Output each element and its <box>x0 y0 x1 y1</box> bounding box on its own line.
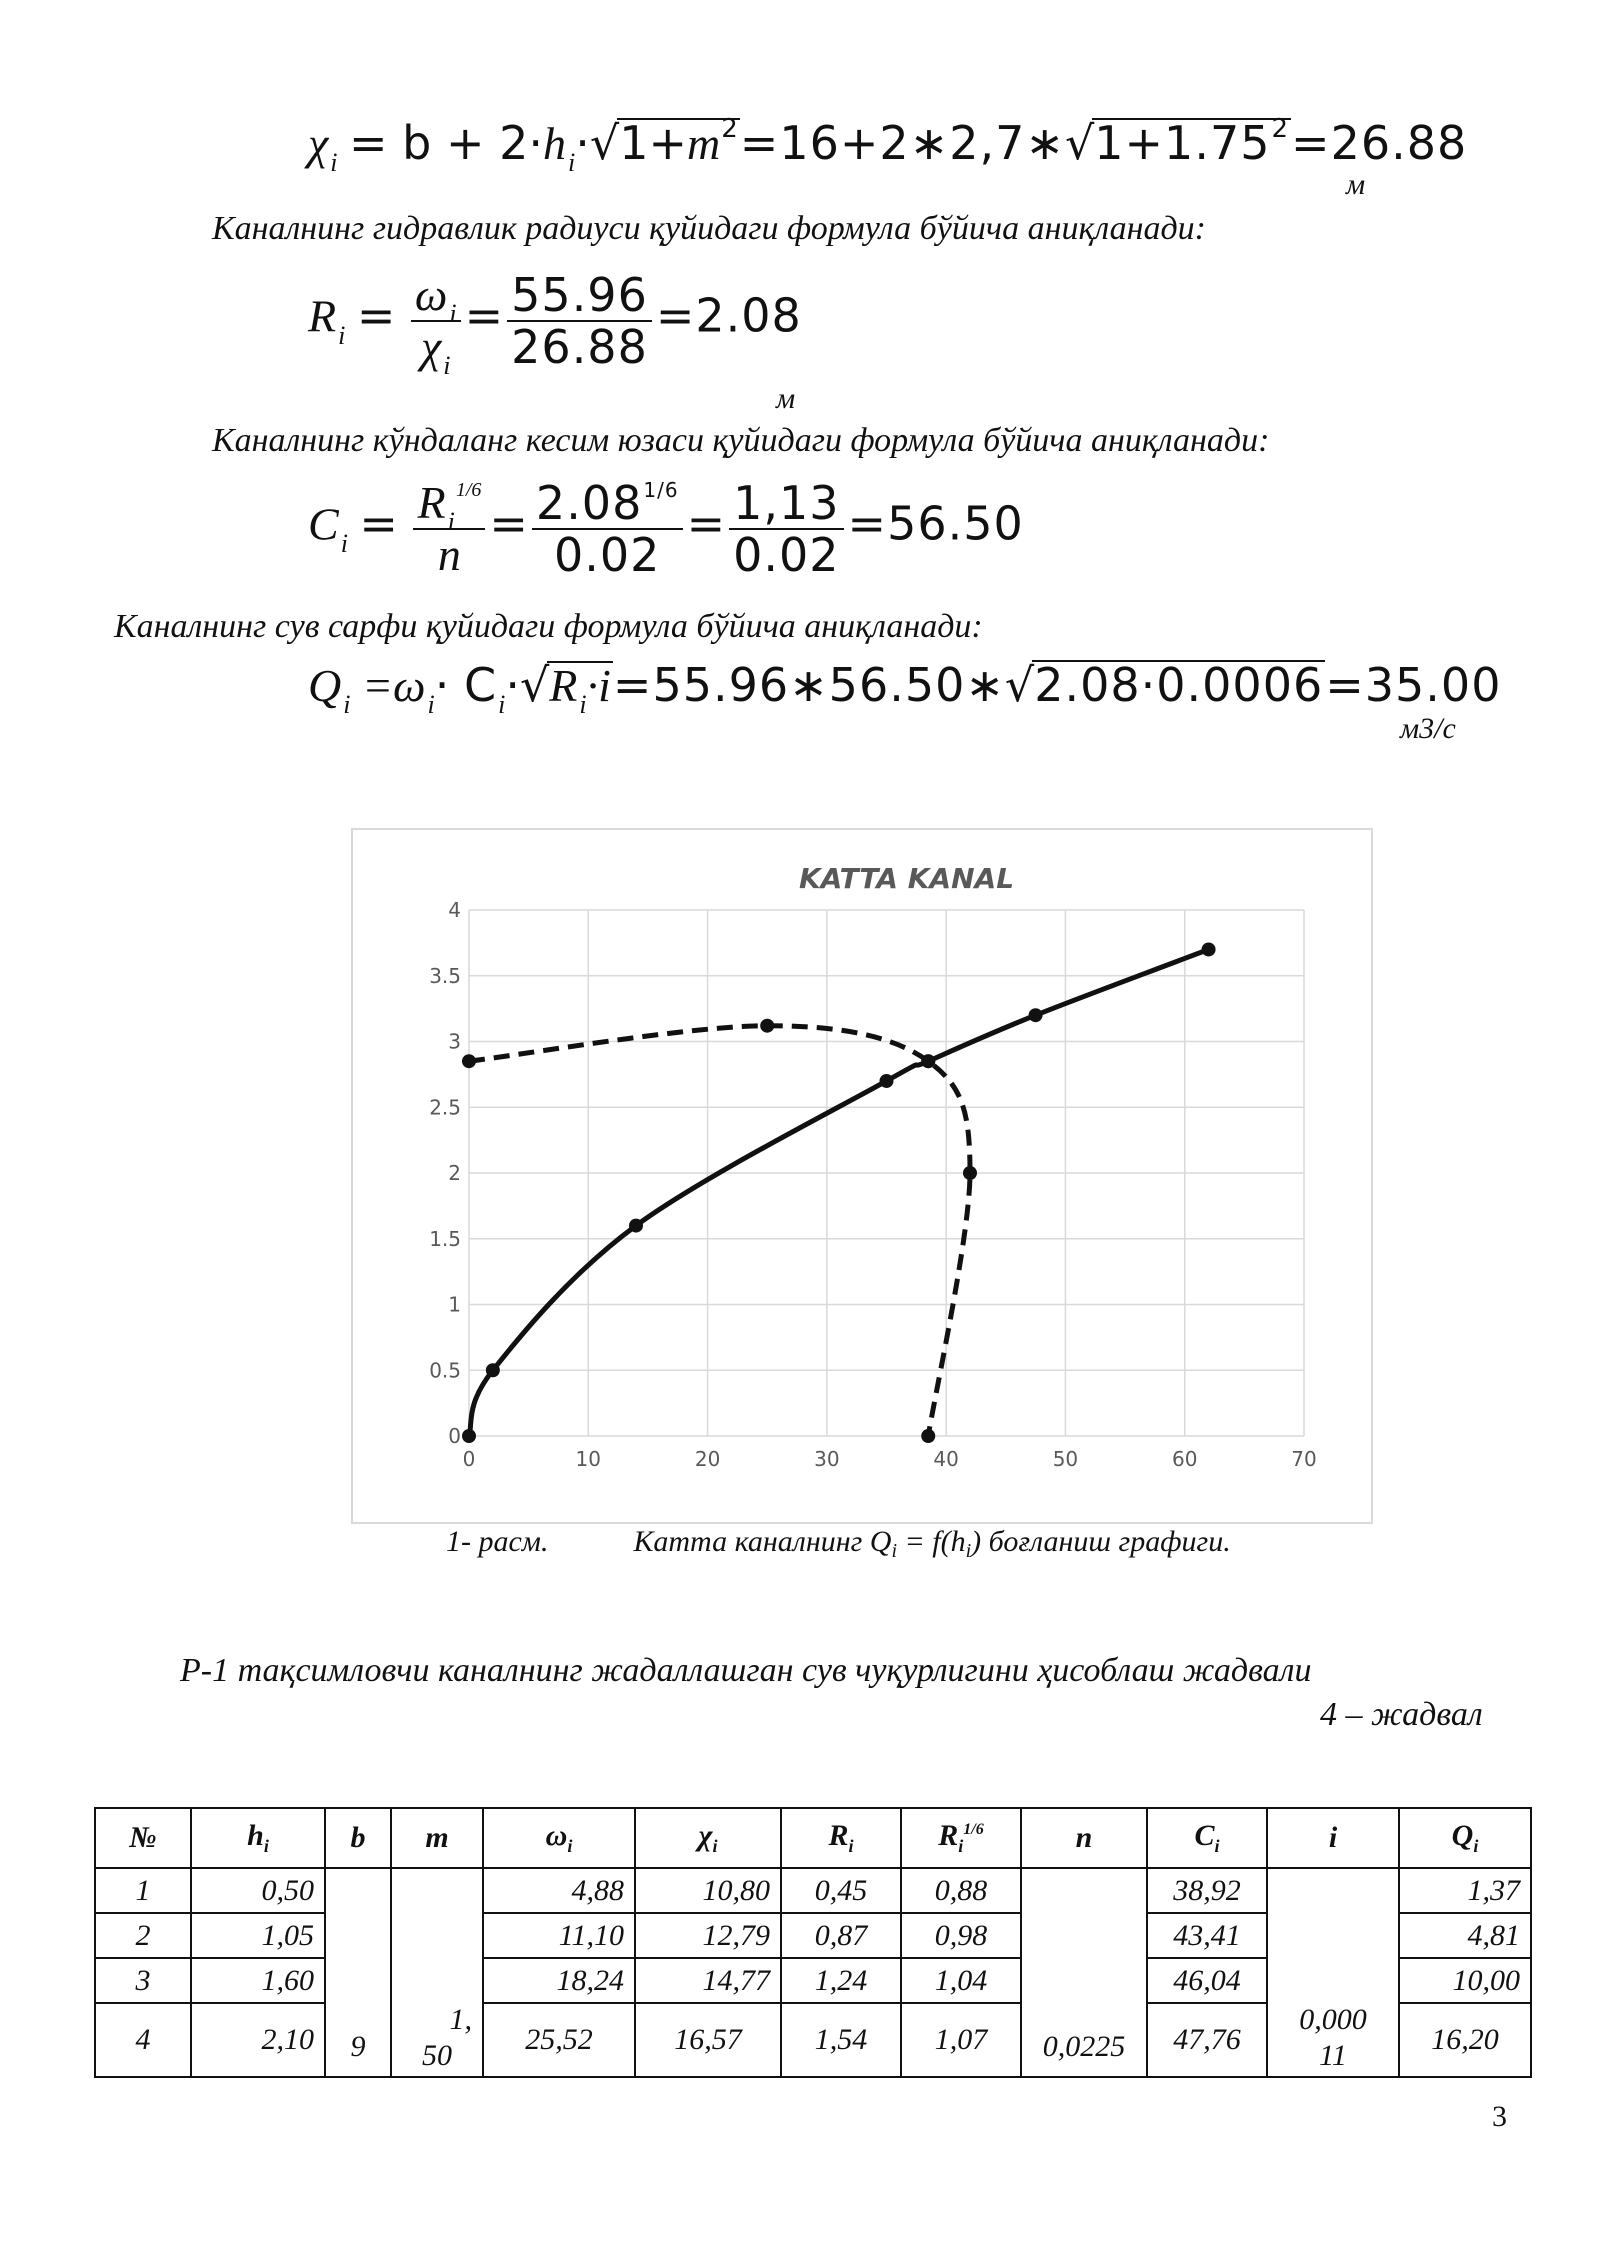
chi-formula: $\chi_i = b$ + $2\cdot h_i\cdot√1+m^2=16+2∗2,7∗√1+1.75^2=26.88$ <box>308 114 1468 177</box>
radius-result: =2.08 <box>655 288 802 343</box>
x-tick-label: 50 <box>1052 1447 1079 1471</box>
x-tick-label: 40 <box>933 1447 959 1471</box>
data-point <box>1029 1008 1043 1022</box>
col-header-r: $R_i$ <box>781 1808 901 1868</box>
series-line-solid <box>469 949 1209 1436</box>
sqrt-icon: √ <box>589 116 620 170</box>
y-tick-label: 1.5 <box>429 1226 461 1251</box>
sqrt-icon: √ <box>1064 116 1095 170</box>
figure-caption: 1- расм. Катта каналнинг $Q_i = f(h_i)$ боғланиш графиги. <box>446 1525 1231 1562</box>
figure-number: 1- расм. <box>446 1525 549 1558</box>
data-point <box>963 1166 977 1180</box>
data-point <box>486 1363 500 1377</box>
data-point <box>462 1429 476 1443</box>
sqrt-icon: √ <box>519 658 550 712</box>
y-tick-label: 3.5 <box>429 963 461 988</box>
x-tick-label: 70 <box>1291 1447 1317 1471</box>
y-tick-label: 0.5 <box>429 1358 461 1383</box>
chi-unit: м <box>1346 168 1366 201</box>
radius-formula: $R_i$ = $\frac{\omega_i}{\chi_i}$ = $\frac{55.96}{26.88}$ =2.08 <box>308 268 802 380</box>
table-row: 3 1,60 18,24 14,77 1,24 1,04 46,04 10,00 <box>95 1958 1531 2003</box>
chezy-result: =56.50 <box>847 496 1024 551</box>
x-tick-label: 30 <box>814 1447 840 1471</box>
chart-frame <box>351 828 1373 1524</box>
col-header-c: $C_i$ <box>1147 1808 1267 1868</box>
chezy-values-2: $\frac{1,13}{0.02}$ <box>729 480 843 578</box>
omega-over-chi: $\frac{\omega_i}{\chi_i}$ <box>411 272 461 370</box>
page-number: 3 <box>1492 2100 1507 2133</box>
col-header-hi: $h_i$ <box>191 1808 325 1868</box>
chezy-symbolic: $\frac{R_i^{1/6}}{n}$ <box>413 480 485 578</box>
data-point <box>760 1019 774 1033</box>
y-tick-label: 3 <box>448 1029 461 1054</box>
chezy-values: $\frac{2.08^{1/6}}{0.02}$ <box>532 480 683 578</box>
flow-unit: м3/с <box>1400 712 1456 745</box>
m-cell: 1, 50 <box>391 1868 483 2077</box>
data-point <box>921 1054 935 1068</box>
x-tick-label: 20 <box>694 1447 721 1471</box>
x-tick-label: 0 <box>462 1447 476 1471</box>
y-tick-label: 4 <box>448 898 461 922</box>
data-table <box>94 1807 1532 2078</box>
col-header-m: m <box>391 1808 483 1868</box>
chezy-formula: $C_i$ = $\frac{R_i^{1/6}}{n}$ = $\frac{2.08^{1/6}}{0.02}$ = $\frac{1,13}{0.02}$ =56.50 <box>308 476 1024 582</box>
col-header-r16: $R_i^{1/6}$ <box>901 1808 1021 1868</box>
table-label: 4 – жадвал <box>1320 1696 1483 1733</box>
col-header-b: b <box>325 1808 391 1868</box>
table-row: 2 1,05 11,10 12,79 0,87 0,98 43,41 4,81 <box>95 1913 1531 1958</box>
col-header-i: i <box>1267 1808 1399 1868</box>
data-point <box>880 1074 894 1088</box>
hydraulic-radius-description: Каналнинг гидравлик радиуси қуйидаги формула бўйича аниқланади: <box>212 210 1206 247</box>
sqrt-icon: √ <box>1004 658 1035 712</box>
col-header-chi: $\chi_i$ <box>635 1808 781 1868</box>
table-header-row <box>95 1808 1531 1868</box>
y-tick-label: 2 <box>448 1161 461 1185</box>
y-tick-label: 0 <box>448 1424 461 1448</box>
col-header-q: $Q_i$ <box>1399 1808 1531 1868</box>
col-header-n: n <box>1021 1808 1147 1868</box>
table-row: 4 2,10 25,52 16,57 1,54 1,07 47,76 16,20 <box>95 2003 1531 2077</box>
y-tick-label: 2.5 <box>429 1095 461 1120</box>
chi-symbol: χ <box>308 118 329 169</box>
radius-values: $\frac{55.96}{26.88}$ <box>507 272 652 370</box>
series-line-dashed <box>469 1026 970 1436</box>
chi-result: =26.88 <box>1291 116 1468 170</box>
x-tick-label: 60 <box>1171 1447 1198 1471</box>
table-row: 1 0,50 9 1, 50 4,88 10,80 0,45 0,88 0,0225 38,92 0,000 11 1,37 <box>95 1868 1531 1913</box>
flow-result: =35.00 <box>1325 658 1502 712</box>
i-cell: 0,000 11 <box>1267 1868 1399 2077</box>
chart-title: KATTA KANAL <box>798 862 1015 895</box>
cross-section-description: Каналнинг кўндаланг кесим юзаси қуйидаги формула бўйича аниқланади: <box>212 422 1270 459</box>
x-tick-label: 10 <box>575 1447 602 1471</box>
flow-description: Каналнинг сув сарфи қуйидаги формула бўйича аниқланади: <box>114 608 983 645</box>
col-header-number: № <box>95 1808 191 1868</box>
data-point <box>462 1054 476 1068</box>
y-tick-label: 1 <box>448 1292 461 1317</box>
table-title: Р-1 тақсимловчи каналнинг жадаллашган сув чуқурлигини ҳисоблаш жадвали <box>180 1652 1312 1689</box>
flow-formula: $Q_i =\omega_i\cdot$ $C_i\cdot√R_i\cdot i=55.96∗56.50∗√2.08\cdot 0.0006=35.00$ <box>308 658 1502 719</box>
data-point <box>1202 942 1216 956</box>
col-header-omega: $\omega_i$ <box>483 1808 635 1868</box>
radius-unit: м <box>776 382 796 415</box>
chart <box>353 830 1371 1522</box>
data-point <box>629 1219 643 1233</box>
n-cell: 0,0225 <box>1021 1868 1147 2077</box>
data-point <box>921 1429 935 1443</box>
b-cell: 9 <box>325 1868 391 2077</box>
